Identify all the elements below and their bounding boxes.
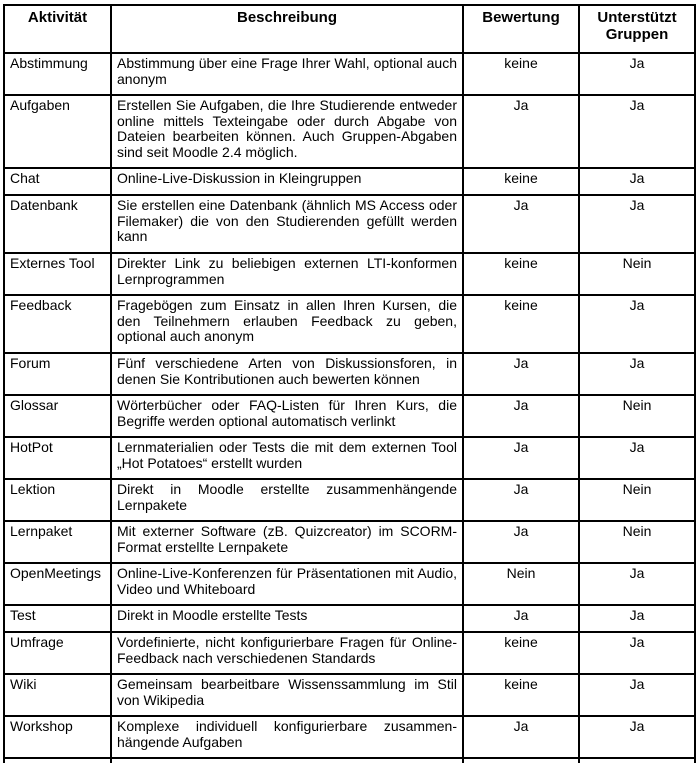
activity-description: Vordefinierte, nicht konfigurierbare Fragen für Online-Feedback nach verschiedenen Standards [111, 632, 463, 674]
activity-rating: keine [463, 53, 579, 95]
activity-rating: Ja [463, 605, 579, 632]
activity-groups: Ja [579, 295, 695, 353]
activity-description: Lernmaterialien oder Tests die mit dem externen Tool „Hot Potatoes“ erstellt wurden [111, 437, 463, 479]
activity-groups: Ja [579, 632, 695, 674]
table-row-workshop [4, 716, 695, 758]
cutoff-cell [4, 758, 111, 763]
activity-rating: Ja [463, 521, 579, 563]
activity-description: Fragebögen zum Einsatz in allen Ihren Kursen, die den Teilnehmern erlauben Feedback zu geben, optional auch anonym [111, 295, 463, 353]
activity-groups: Ja [579, 716, 695, 758]
activity-rating: keine [463, 295, 579, 353]
activity-description: Direkt in Moodle erstellte zusammenhängende Lernpakete [111, 479, 463, 521]
activity-groups: Ja [579, 353, 695, 395]
activity-groups: Ja [579, 437, 695, 479]
activity-name: Externes Tool [4, 253, 111, 295]
table-row-externes-tool [4, 253, 695, 295]
activity-name: Workshop [4, 716, 111, 758]
table-row-chat [4, 168, 695, 195]
activities-table [3, 4, 696, 763]
table-row-openmeetings [4, 563, 695, 605]
table-row-forum [4, 353, 695, 395]
activity-description: Direkter Link zu beliebigen externen LTI-konformen Lernprogrammen [111, 253, 463, 295]
header-row [4, 5, 695, 53]
activity-groups: Nein [579, 253, 695, 295]
cutoff-row [4, 758, 695, 763]
activity-groups: Ja [579, 168, 695, 195]
activity-name: Wiki [4, 674, 111, 716]
table-row-umfrage [4, 632, 695, 674]
activity-groups: Ja [579, 195, 695, 253]
activity-groups: Ja [579, 95, 695, 168]
activity-groups: Nein [579, 395, 695, 437]
activity-rating: keine [463, 168, 579, 195]
table-row-aufgaben [4, 95, 695, 168]
activity-name: Lernpaket [4, 521, 111, 563]
activity-rating: Ja [463, 353, 579, 395]
activity-description: Erstellen Sie Aufgaben, die Ihre Studierende entweder online mittels Texteingabe oder durch Abgabe von Dateien bearbeiten können. Auch Gruppen-Abgaben sind seit Moodle 2.4 möglich. [111, 95, 463, 168]
activity-rating: Ja [463, 395, 579, 437]
header-beschreibung: Beschreibung [111, 5, 463, 53]
activity-groups: Ja [579, 563, 695, 605]
table-row-hotpot [4, 437, 695, 479]
activity-rating: Nein [463, 563, 579, 605]
activity-description: Online-Live-Konferenzen für Präsentationen mit Audio, Video und Whiteboard [111, 563, 463, 605]
activity-groups: Nein [579, 479, 695, 521]
cutoff-cell [111, 758, 463, 763]
activity-groups: Nein [579, 521, 695, 563]
activity-groups: Ja [579, 605, 695, 632]
activity-name: Aufgaben [4, 95, 111, 168]
activity-description: Wörterbücher oder FAQ-Listen für Ihren Kurs, die Begriffe werden optional automatisch verlinkt [111, 395, 463, 437]
activity-description: Abstimmung über eine Frage Ihrer Wahl, optional auch anonym [111, 53, 463, 95]
table-row-lektion [4, 479, 695, 521]
table-row-datenbank [4, 195, 695, 253]
activity-name: Umfrage [4, 632, 111, 674]
activity-rating: keine [463, 674, 579, 716]
header-aktivitaet: Aktivität [4, 5, 111, 53]
activity-rating: keine [463, 632, 579, 674]
activity-rating: Ja [463, 716, 579, 758]
activity-name: OpenMeetings [4, 563, 111, 605]
activity-description: Sie erstellen eine Datenbank (ähnlich MS Access oder Filemaker) die von den Studierenden gefüllt werden kann [111, 195, 463, 253]
activity-rating: keine [463, 253, 579, 295]
activity-description: Direkt in Moodle erstellte Tests [111, 605, 463, 632]
activity-name: Lektion [4, 479, 111, 521]
header-bewertung: Bewertung [463, 5, 579, 53]
activity-rating: Ja [463, 95, 579, 168]
activity-description: Fünf verschiedene Arten von Diskussionsforen, in denen Sie Kontributionen auch bewerten können [111, 353, 463, 395]
activity-rating: Ja [463, 195, 579, 253]
activity-name: Chat [4, 168, 111, 195]
table-row-test [4, 605, 695, 632]
header-unterstuetzt-gruppen: Unterstützt Gruppen [579, 5, 695, 53]
activity-name: Datenbank [4, 195, 111, 253]
activity-groups: Ja [579, 674, 695, 716]
activity-name: Feedback [4, 295, 111, 353]
activity-groups: Ja [579, 53, 695, 95]
table-row-abstimmung [4, 53, 695, 95]
activity-name: HotPot [4, 437, 111, 479]
activity-rating: Ja [463, 437, 579, 479]
activity-name: Test [4, 605, 111, 632]
table-row-glossar [4, 395, 695, 437]
activity-name: Glossar [4, 395, 111, 437]
activity-name: Abstimmung [4, 53, 111, 95]
activity-description: Gemeinsam bearbeitbare Wissenssammlung im Stil von Wikipedia [111, 674, 463, 716]
table-row-lernpaket [4, 521, 695, 563]
table-row-wiki [4, 674, 695, 716]
activity-description: Mit externer Software (zB. Quizcreator) im SCORM-Format erstellte Lernpakete [111, 521, 463, 563]
activity-description: Online-Live-Diskussion in Kleingruppen [111, 168, 463, 195]
cutoff-cell [579, 758, 695, 763]
table-row-feedback [4, 295, 695, 353]
cutoff-cell [463, 758, 579, 763]
activity-name: Forum [4, 353, 111, 395]
activity-description: Komplexe individuell konfigurierbare zusammen-hängende Aufgaben [111, 716, 463, 758]
activity-rating: Ja [463, 479, 579, 521]
